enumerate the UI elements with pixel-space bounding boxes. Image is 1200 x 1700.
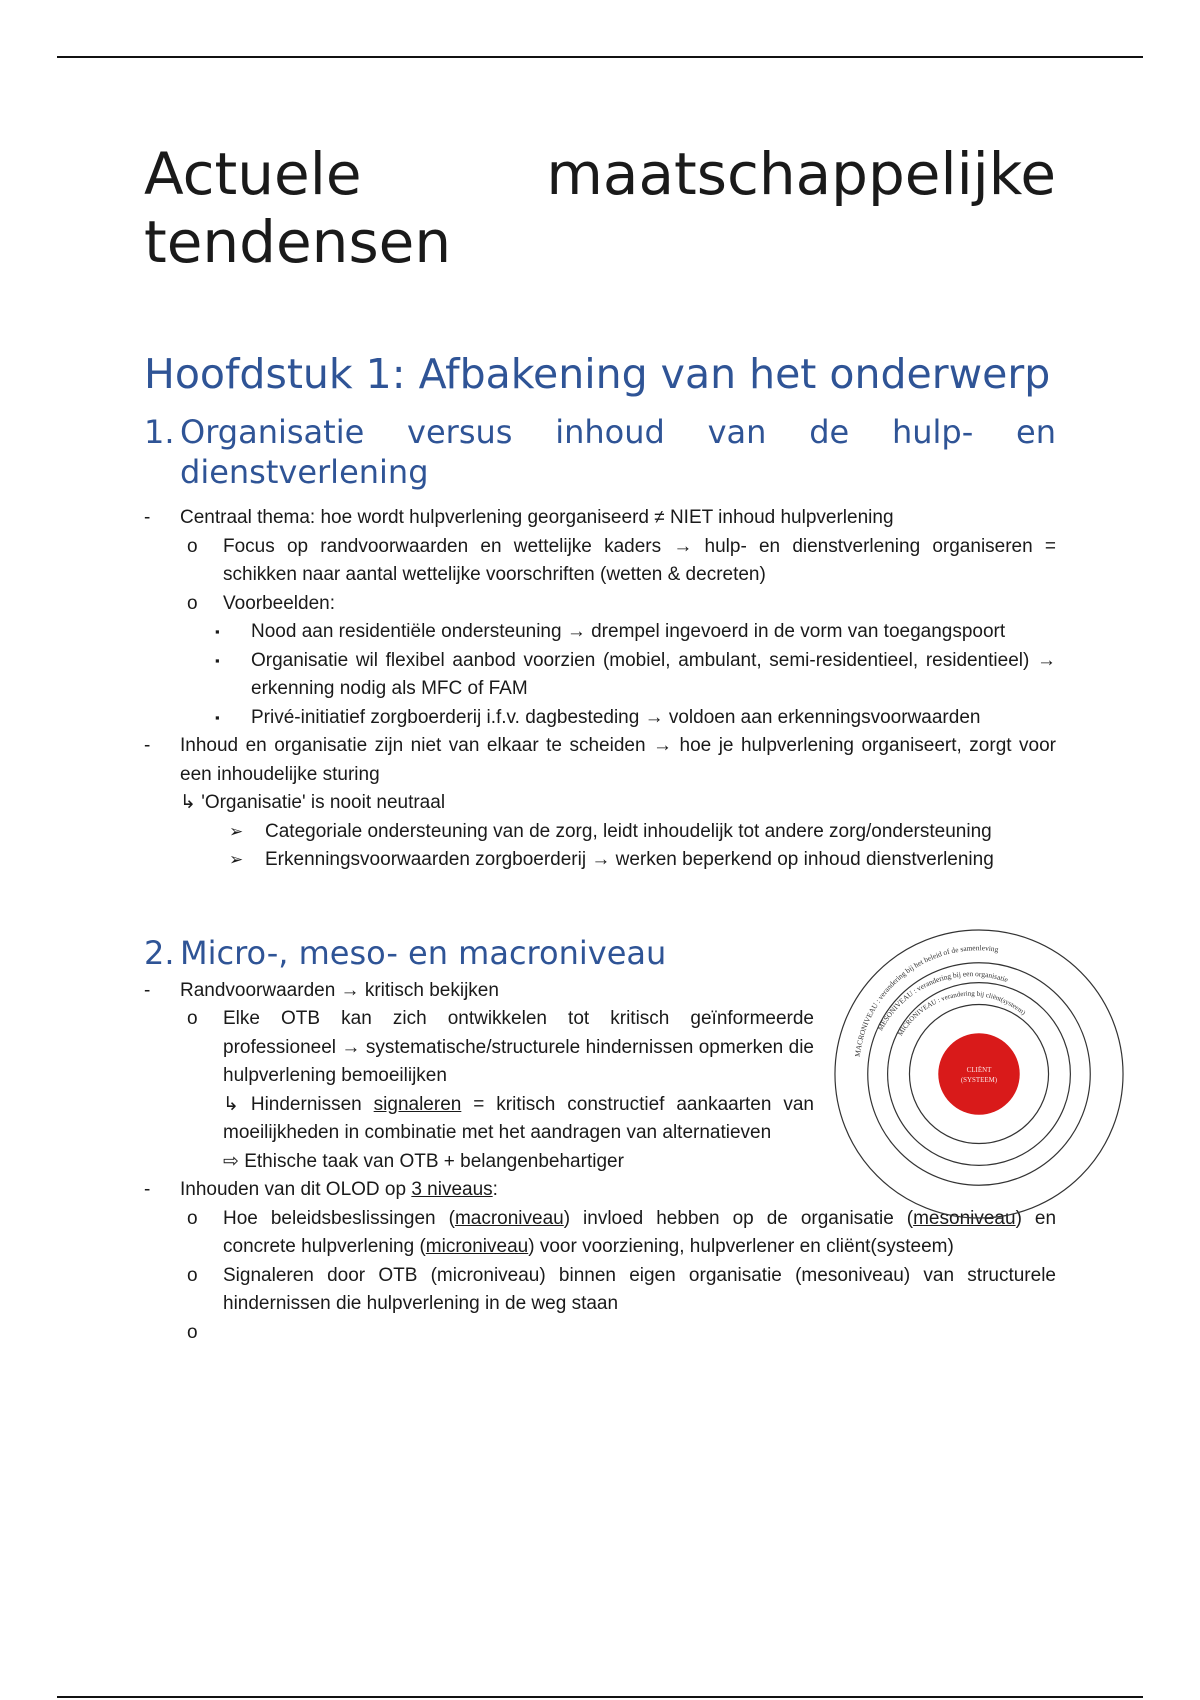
section-1-heading [144,412,1056,492]
square-bullet: ▪ [215,709,220,725]
square-bullet: ▪ [215,624,220,639]
arrow-bullet-icon: ➢ [229,821,244,841]
list-item: o Voorbeelden: [144,590,1056,619]
hook-arrow-icon: ↳ [223,1093,239,1115]
meso-label: MESONIVEAU : verandering bij een organisatie [875,968,1010,1032]
hook-arrow-icon: ↳ [180,792,196,813]
macro-label: MACRONIVEAU : verandering bij het beleid of de samenleving [852,942,1000,1057]
section-number: 1. [144,413,175,451]
circle-bullet: o [187,1264,198,1286]
note-line: ↳ 'Organisatie' is nooit neutraal [180,792,446,813]
list-item: o Focus op randvoorwaarden en wettelijke kaders → hulp- en dienstverlening organiseren = schikken naar aantal wettelijke voorschriften (wetten & decreten) [144,533,1056,590]
list-item-empty [144,1319,1056,1348]
list-item: ➢ Categoriale ondersteuning van de zorg, leidt inhoudelijk tot andere zorg/ondersteuning [144,818,1056,847]
note-line: ⇨ Ethische taak van OTB + belangenbehartiger [223,1150,624,1172]
circle-bullet: o [187,1008,198,1029]
arrow-bullet-icon: ➢ [229,850,244,869]
document-title: Actuele maatschappelijke tendensen [144,140,1056,276]
micro-label: MICRONIVEAU : verandering bij cliënt(systeem) [896,989,1028,1037]
chapter-heading: Hoofdstuk 1: Afbakening van het onderwerp [144,350,1051,398]
square-bullet: ▪ [215,652,220,668]
list-item: o Elke OTB kan zich ontwikkelen tot kritisch geïnformeerde professioneel → systematische/structurele hindernissen opmerken die hulpverlening bemoeilijken [144,1005,814,1091]
list-item: ▪ Organisatie wil flexibel aanbod voorzien (mobiel, ambulant, semi-residentieel, residentieel) → erkenning nodig als MFC of FAM [144,647,1056,704]
section-title: Organisatie versus inhoud van de hulp- en dienstverlening [180,413,1056,491]
footer-rule [57,1696,1143,1698]
circle-bullet: o [187,1321,198,1343]
list-item: - Inhouden van dit OLOD op 3 niveaus: [144,1176,1056,1205]
circle-bullet: o [187,1207,198,1229]
section-number: 2. [144,933,175,972]
dash-bullet: - [144,507,151,528]
dash-bullet: - [144,979,151,1001]
dash-bullet: - [144,1179,151,1200]
header-rule [57,56,1143,58]
list-item: ➢ Erkenningsvoorwaarden zorgboerderij → werken beperkend op inhoud dienstverlening [144,846,1056,875]
section-1-body [144,504,1056,875]
client-label: CLIËNT [966,1065,992,1074]
circle-bullet: o [187,535,198,557]
list-item: - Centraal thema: hoe wordt hulpverlening georganiseerd ≠ NIET inhoud hulpverlening [144,504,1056,533]
section-title: Micro-, meso- en macroniveau [180,933,667,972]
underlined-term: signaleren [373,1093,462,1115]
dash-bullet: - [144,735,151,756]
list-item: o Signaleren door OTB (microniveau) binnen eigen organisatie (mesoniveau) van structurele hindernissen die hulpverlening in de weg staan [144,1262,1056,1319]
levels-diagram [830,925,1128,1223]
list-item: o Hoe beleidsbeslissingen (macroniveau) invloed hebben op de organisatie (mesoniveau) en concrete hulpverlening (microniveau) voor voorziening, hulpverlener en cliënt(systeem) [144,1205,1056,1262]
client-sublabel: (SYSTEEM) [960,1075,998,1084]
circle-bullet: o [187,592,198,614]
list-item: - Randvoorwaarden → kritisch bekijken [144,977,814,1006]
list-item: ▪ Nood aan residentiële ondersteuning → drempel ingevoerd in de vorm van toegangspoort [144,618,1056,647]
list-item: ▪ Privé-initiatief zorgboerderij i.f.v. dagbesteding → voldoen aan erkenningsvoorwaarden [144,704,1056,733]
note-line: ↳ Hindernissen signaleren = kritisch constructief aankaarten van moeilijkheden in combinatie met het aandragen van alternatieven [223,1093,814,1143]
document-body [144,140,1056,1347]
hollow-arrow-icon: ⇨ [223,1150,239,1172]
section-2 [144,933,1056,1348]
list-item: - Inhoud en organisatie zijn niet van elkaar te scheiden → hoe je hulpverlening organiseert, zorgt voor een inhoudelijke sturing [144,732,1056,789]
